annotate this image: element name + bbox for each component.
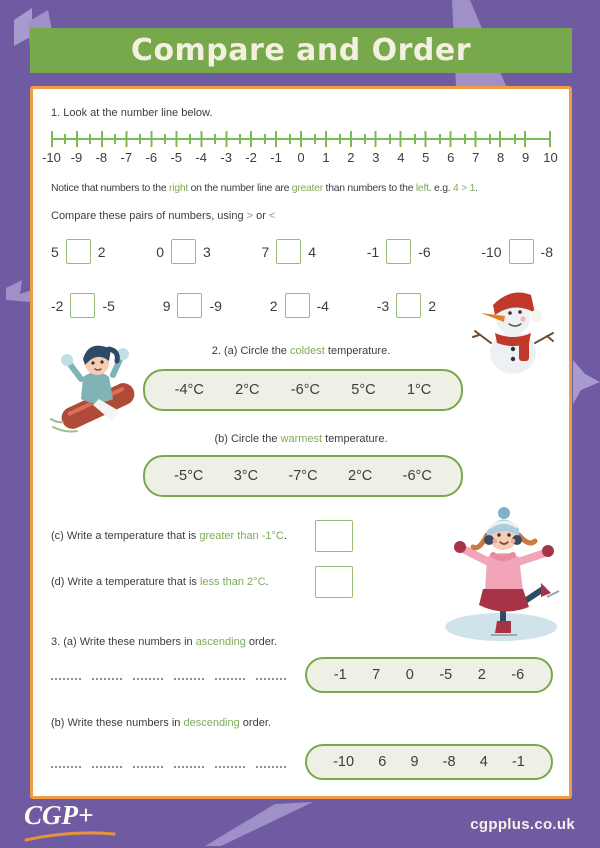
compare-right-number: 2: [428, 297, 436, 314]
compare-pair: [270, 293, 329, 318]
answer-blank[interactable]: [174, 669, 204, 680]
number-chip: -8: [442, 754, 456, 770]
temperature-option[interactable]: 2°C: [347, 468, 373, 484]
answer-blank[interactable]: [51, 669, 81, 680]
q3b-numbers-pill: [305, 744, 553, 780]
q2b-temperature-pill: [143, 455, 463, 497]
q2a-prompt: 2. (a) Circle the coldest temperature.: [211, 345, 391, 357]
q2d-answer-box[interactable]: [315, 566, 353, 598]
number-chip: -6: [511, 667, 525, 683]
compare-pair: [481, 239, 553, 264]
title-banner: [30, 28, 572, 73]
answer-blank[interactable]: [215, 757, 245, 768]
cgp-logo-text: CGP+: [24, 800, 94, 830]
page-title: Compare and Order: [130, 33, 472, 68]
compare-left-number: -1: [366, 243, 380, 260]
number-chip: -5: [439, 667, 453, 683]
answer-blank[interactable]: [174, 757, 204, 768]
number-line-label: 9: [521, 150, 530, 165]
decor-lightning-bottom: [205, 802, 340, 846]
temperature-option[interactable]: -4°C: [174, 382, 204, 398]
temperature-option[interactable]: -5°C: [174, 468, 204, 484]
compare-pair: [51, 239, 106, 264]
compare-right-number: -6: [418, 243, 431, 260]
number-chip: 6: [378, 754, 387, 770]
site-url: cgpplus.co.uk: [470, 816, 575, 833]
notice-text: Notice that numbers to the right on the number line are greater than numbers to the left. e.g. 4 > 1.: [51, 183, 478, 194]
cgp-logo: [24, 802, 116, 847]
number-line-label: 3: [372, 150, 380, 165]
q3a-prompt: 3. (a) Write these numbers in ascending order.: [51, 636, 278, 648]
q2d-prompt: (d) Write a temperature that is less than 2°C.: [51, 576, 269, 588]
number-line-label: -9: [70, 150, 83, 165]
temperature-option[interactable]: -6°C: [290, 382, 320, 398]
number-line-label: -10: [42, 150, 61, 165]
number-line-label: 4: [397, 150, 405, 165]
compare-right-number: 3: [203, 243, 211, 260]
compare-left-number: 7: [261, 243, 270, 260]
comparison-answer-box[interactable]: [171, 239, 196, 264]
q1-prompt: 1. Look at the number line below.: [51, 107, 213, 119]
number-line-label: 2: [347, 150, 355, 165]
q2a-temperature-pill: [143, 369, 463, 411]
worksheet-page: [30, 86, 572, 799]
number-chip: 0: [405, 667, 414, 683]
temperature-option[interactable]: 2°C: [235, 382, 260, 398]
number-line-label: -3: [220, 150, 232, 165]
comparison-answer-box[interactable]: [386, 239, 411, 264]
compare-pair: [262, 239, 317, 264]
compare-right-number: 4: [308, 243, 317, 260]
comparison-answer-box[interactable]: [509, 239, 534, 264]
temperature-option[interactable]: -7°C: [288, 468, 318, 484]
number-chip: 4: [479, 754, 488, 770]
q3a-answer-blanks: [51, 669, 286, 680]
number-line-label: -5: [170, 150, 183, 165]
compare-left-number: -2: [51, 297, 64, 314]
number-line-label: -2: [245, 150, 257, 165]
temperature-option[interactable]: 5°C: [351, 382, 376, 398]
answer-blank[interactable]: [133, 757, 163, 768]
compare-right-number: -5: [102, 297, 115, 314]
number-line-label: 10: [543, 150, 558, 165]
number-line-label: -6: [145, 150, 158, 165]
compare-right-number: -9: [209, 297, 222, 314]
decor-flag-left: [6, 280, 32, 302]
number-chip: 7: [372, 667, 381, 683]
comparison-answer-box[interactable]: [177, 293, 202, 318]
compare-left-number: 9: [162, 297, 171, 314]
q2b-prompt: (b) Circle the warmest temperature.: [214, 433, 388, 445]
compare-pair: [163, 293, 222, 318]
number-line-label: -1: [270, 150, 282, 165]
q3a-numbers-pill: [305, 657, 553, 693]
number-line: [42, 131, 558, 165]
compare-left-number: 2: [269, 297, 278, 314]
compare-pair: [156, 239, 211, 264]
answer-blank[interactable]: [256, 757, 286, 768]
compare-row-2: [51, 293, 436, 318]
number-chip: -1: [333, 667, 347, 683]
answer-blank[interactable]: [215, 669, 245, 680]
number-line-label: 5: [422, 150, 430, 165]
number-line-label: 8: [497, 150, 505, 165]
comparison-answer-box[interactable]: [285, 293, 310, 318]
number-chip: 2: [477, 667, 486, 683]
cgp-logo-swoosh: [24, 830, 116, 842]
comparison-answer-box[interactable]: [276, 239, 301, 264]
temperature-option[interactable]: 3°C: [233, 468, 259, 484]
snowman-illustration: [469, 285, 561, 382]
answer-blank[interactable]: [51, 757, 81, 768]
number-line-ticks: [51, 131, 551, 147]
compare-left-number: 5: [51, 243, 59, 260]
compare-left-number: 0: [156, 243, 165, 260]
number-chip: 9: [410, 754, 419, 770]
comparison-answer-box[interactable]: [396, 293, 421, 318]
answer-blank[interactable]: [133, 669, 163, 680]
q2c-answer-box[interactable]: [315, 520, 353, 552]
number-line-label: 1: [322, 150, 330, 165]
number-line-label: 6: [447, 150, 455, 165]
q3b-prompt: (b) Write these numbers in descending order.: [51, 717, 271, 729]
answer-blank[interactable]: [92, 757, 122, 768]
answer-blank[interactable]: [256, 669, 286, 680]
number-line-label: 7: [472, 150, 480, 165]
compare-right-number: -4: [316, 297, 329, 314]
ice-skater-illustration: [429, 505, 577, 650]
comparison-answer-box[interactable]: [66, 239, 91, 264]
number-line-minor-ticks: [64, 134, 539, 144]
number-chip: -10: [333, 754, 355, 770]
decor-flag-right: [571, 360, 600, 410]
temperature-option[interactable]: -6°C: [402, 468, 432, 484]
number-line-label: -7: [120, 150, 133, 165]
compare-left-number: -10: [481, 243, 502, 260]
q3b-answer-blanks: [51, 757, 286, 768]
compare-left-number: -3: [376, 297, 390, 314]
compare-pair: [367, 239, 431, 264]
compare-row-1: [51, 239, 553, 264]
answer-blank[interactable]: [92, 669, 122, 680]
number-chip: -1: [511, 754, 525, 770]
comparison-answer-box[interactable]: [70, 293, 95, 318]
number-line-label: 0: [297, 150, 305, 165]
compare-pair: [377, 293, 436, 318]
compare-pair: [51, 293, 115, 318]
compare-right-number: -8: [540, 243, 553, 260]
number-line-labels: [39, 150, 563, 165]
temperature-option[interactable]: 1°C: [406, 382, 432, 398]
number-line-label: -4: [195, 150, 207, 165]
compare-prompt: Compare these pairs of numbers, using > or <: [51, 210, 276, 222]
q2c-prompt: (c) Write a temperature that is greater than -1°C.: [51, 530, 287, 542]
number-line-label: -8: [95, 150, 108, 165]
compare-right-number: 2: [97, 243, 106, 260]
